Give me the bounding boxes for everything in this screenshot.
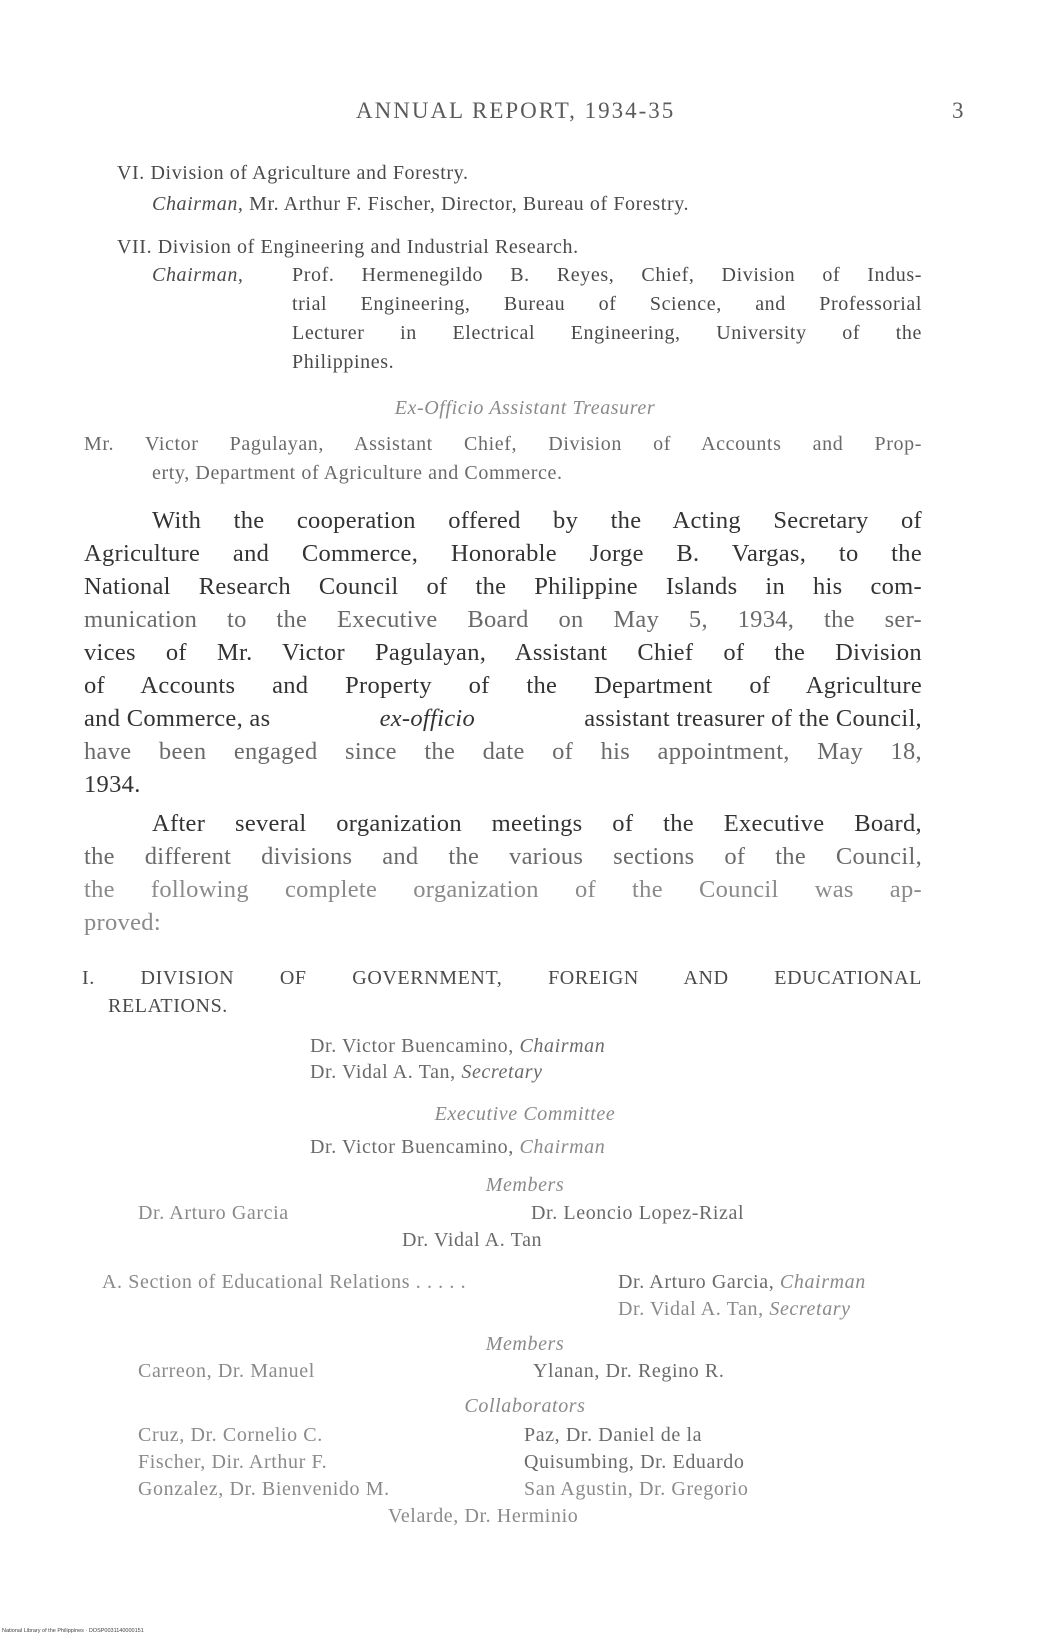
section-a-label: A. Section of Educational Relations . . . . . xyxy=(102,1271,467,1293)
members-title: Members xyxy=(485,1174,565,1196)
paragraph-1-line-1: With the cooperation offered by the Acting Secretary of xyxy=(152,507,922,534)
person-text: Mr. Arthur F. Fischer, Director, Bureau of Forestry. xyxy=(249,193,690,215)
paragraph-1-line-7: and Commerce, as ex-officio assistant treasurer of the Council, xyxy=(84,705,922,732)
division-7-role: Chairman, xyxy=(152,264,244,286)
paragraph-1-line-8: have been engaged since the date of his appointment, May 18, xyxy=(84,738,922,765)
division-7-heading: VII. Division of Engineering and Industrial Research. xyxy=(117,236,579,258)
page-number: 3 xyxy=(952,98,966,123)
paragraph-1-line-6: of Accounts and Property of the Department of Agriculture xyxy=(84,672,922,699)
paragraph-1-line-5: vices of Mr. Victor Pagulayan, Assistant Chief of the Division xyxy=(84,639,922,666)
collaborator-1: Cruz, Dr. Cornelio C. xyxy=(138,1424,323,1446)
member-2: Dr. Leoncio Lopez-Rizal xyxy=(531,1202,745,1224)
exofficio-italic: ex-officio xyxy=(379,705,476,732)
division-7-line-4: Philippines. xyxy=(292,351,395,373)
division-7-line-1: Prof. Hermenegildo B. Reyes, Chief, Division of Indus- xyxy=(292,264,922,286)
scan-footer: National Library of the Philippines · DOSP0031140000151 xyxy=(2,1628,144,1634)
paragraph-2-line-2: the different divisions and the various sections of the Council, xyxy=(84,843,922,870)
division-1-secretary: Dr. Vidal A. Tan, Secretary xyxy=(310,1061,543,1083)
collaborator-4: Quisumbing, Dr. Eduardo xyxy=(524,1451,745,1473)
paragraph-2-line-3: the following complete organization of the Council was ap- xyxy=(84,876,922,903)
exofficio-title: Ex-Officio Assistant Treasurer xyxy=(394,397,656,419)
collaborators-title: Collaborators xyxy=(464,1395,586,1417)
exofficio-line-2: erty, Department of Agriculture and Commerce. xyxy=(152,462,563,484)
member-3: Dr. Vidal A. Tan xyxy=(402,1229,543,1251)
section-a-chairman: Dr. Arturo Garcia, Chairman xyxy=(618,1271,866,1293)
collaborator-3: Fischer, Dir. Arthur F. xyxy=(138,1451,328,1473)
report-title: ANNUAL REPORT, 1934-35 xyxy=(356,98,676,123)
section-a-secretary: Dr. Vidal A. Tan, Secretary xyxy=(618,1298,851,1320)
division-1-heading-line-2: RELATIONS. xyxy=(108,995,228,1017)
collaborator-2: Paz, Dr. Daniel de la xyxy=(524,1424,703,1446)
role-label: Chairman, xyxy=(152,193,244,215)
exofficio-line-1: Mr. Victor Pagulayan, Assistant Chief, Division of Accounts and Prop- xyxy=(84,433,922,455)
division-6-chairman xyxy=(152,193,689,216)
executive-committee-chairman: Dr. Victor Buencamino, Chairman xyxy=(310,1136,606,1158)
collaborator-6: San Agustin, Dr. Gregorio xyxy=(524,1478,749,1500)
division-7-line-3: Lecturer in Electrical Engineering, University of the xyxy=(292,322,922,344)
division-6-heading: VI. Division of Agriculture and Forestry. xyxy=(117,162,469,184)
collaborator-5: Gonzalez, Dr. Bienvenido M. xyxy=(138,1478,390,1500)
division-7-line-2: trial Engineering, Bureau of Science, and Professorial xyxy=(292,293,922,315)
paragraph-1-line-2: Agriculture and Commerce, Honorable Jorge B. Vargas, to the xyxy=(84,540,922,567)
executive-committee-title: Executive Committee xyxy=(434,1103,616,1125)
member-1: Dr. Arturo Garcia xyxy=(138,1202,289,1224)
division-1-chairman: Dr. Victor Buencamino, Chairman xyxy=(310,1035,606,1057)
section-a-member-2: Ylanan, Dr. Regino R. xyxy=(533,1360,725,1382)
paragraph-1-line-9: 1934. xyxy=(84,771,141,798)
paragraph-2-line-4: proved: xyxy=(84,909,161,936)
paragraph-1-line-3: National Research Council of the Philippine Islands in his com- xyxy=(84,573,922,600)
division-1-heading-line-1: I. DIVISION OF GOVERNMENT, FOREIGN AND EDUCATIONAL xyxy=(82,967,922,989)
section-a-member-1: Carreon, Dr. Manuel xyxy=(138,1360,315,1382)
paragraph-1-line-4: munication to the Executive Board on May 5, 1934, the ser- xyxy=(84,606,922,633)
paragraph-2-line-1: After several organization meetings of the Executive Board, xyxy=(152,810,922,837)
section-a-members-title: Members xyxy=(485,1333,565,1355)
collaborator-7: Velarde, Dr. Herminio xyxy=(388,1505,579,1527)
